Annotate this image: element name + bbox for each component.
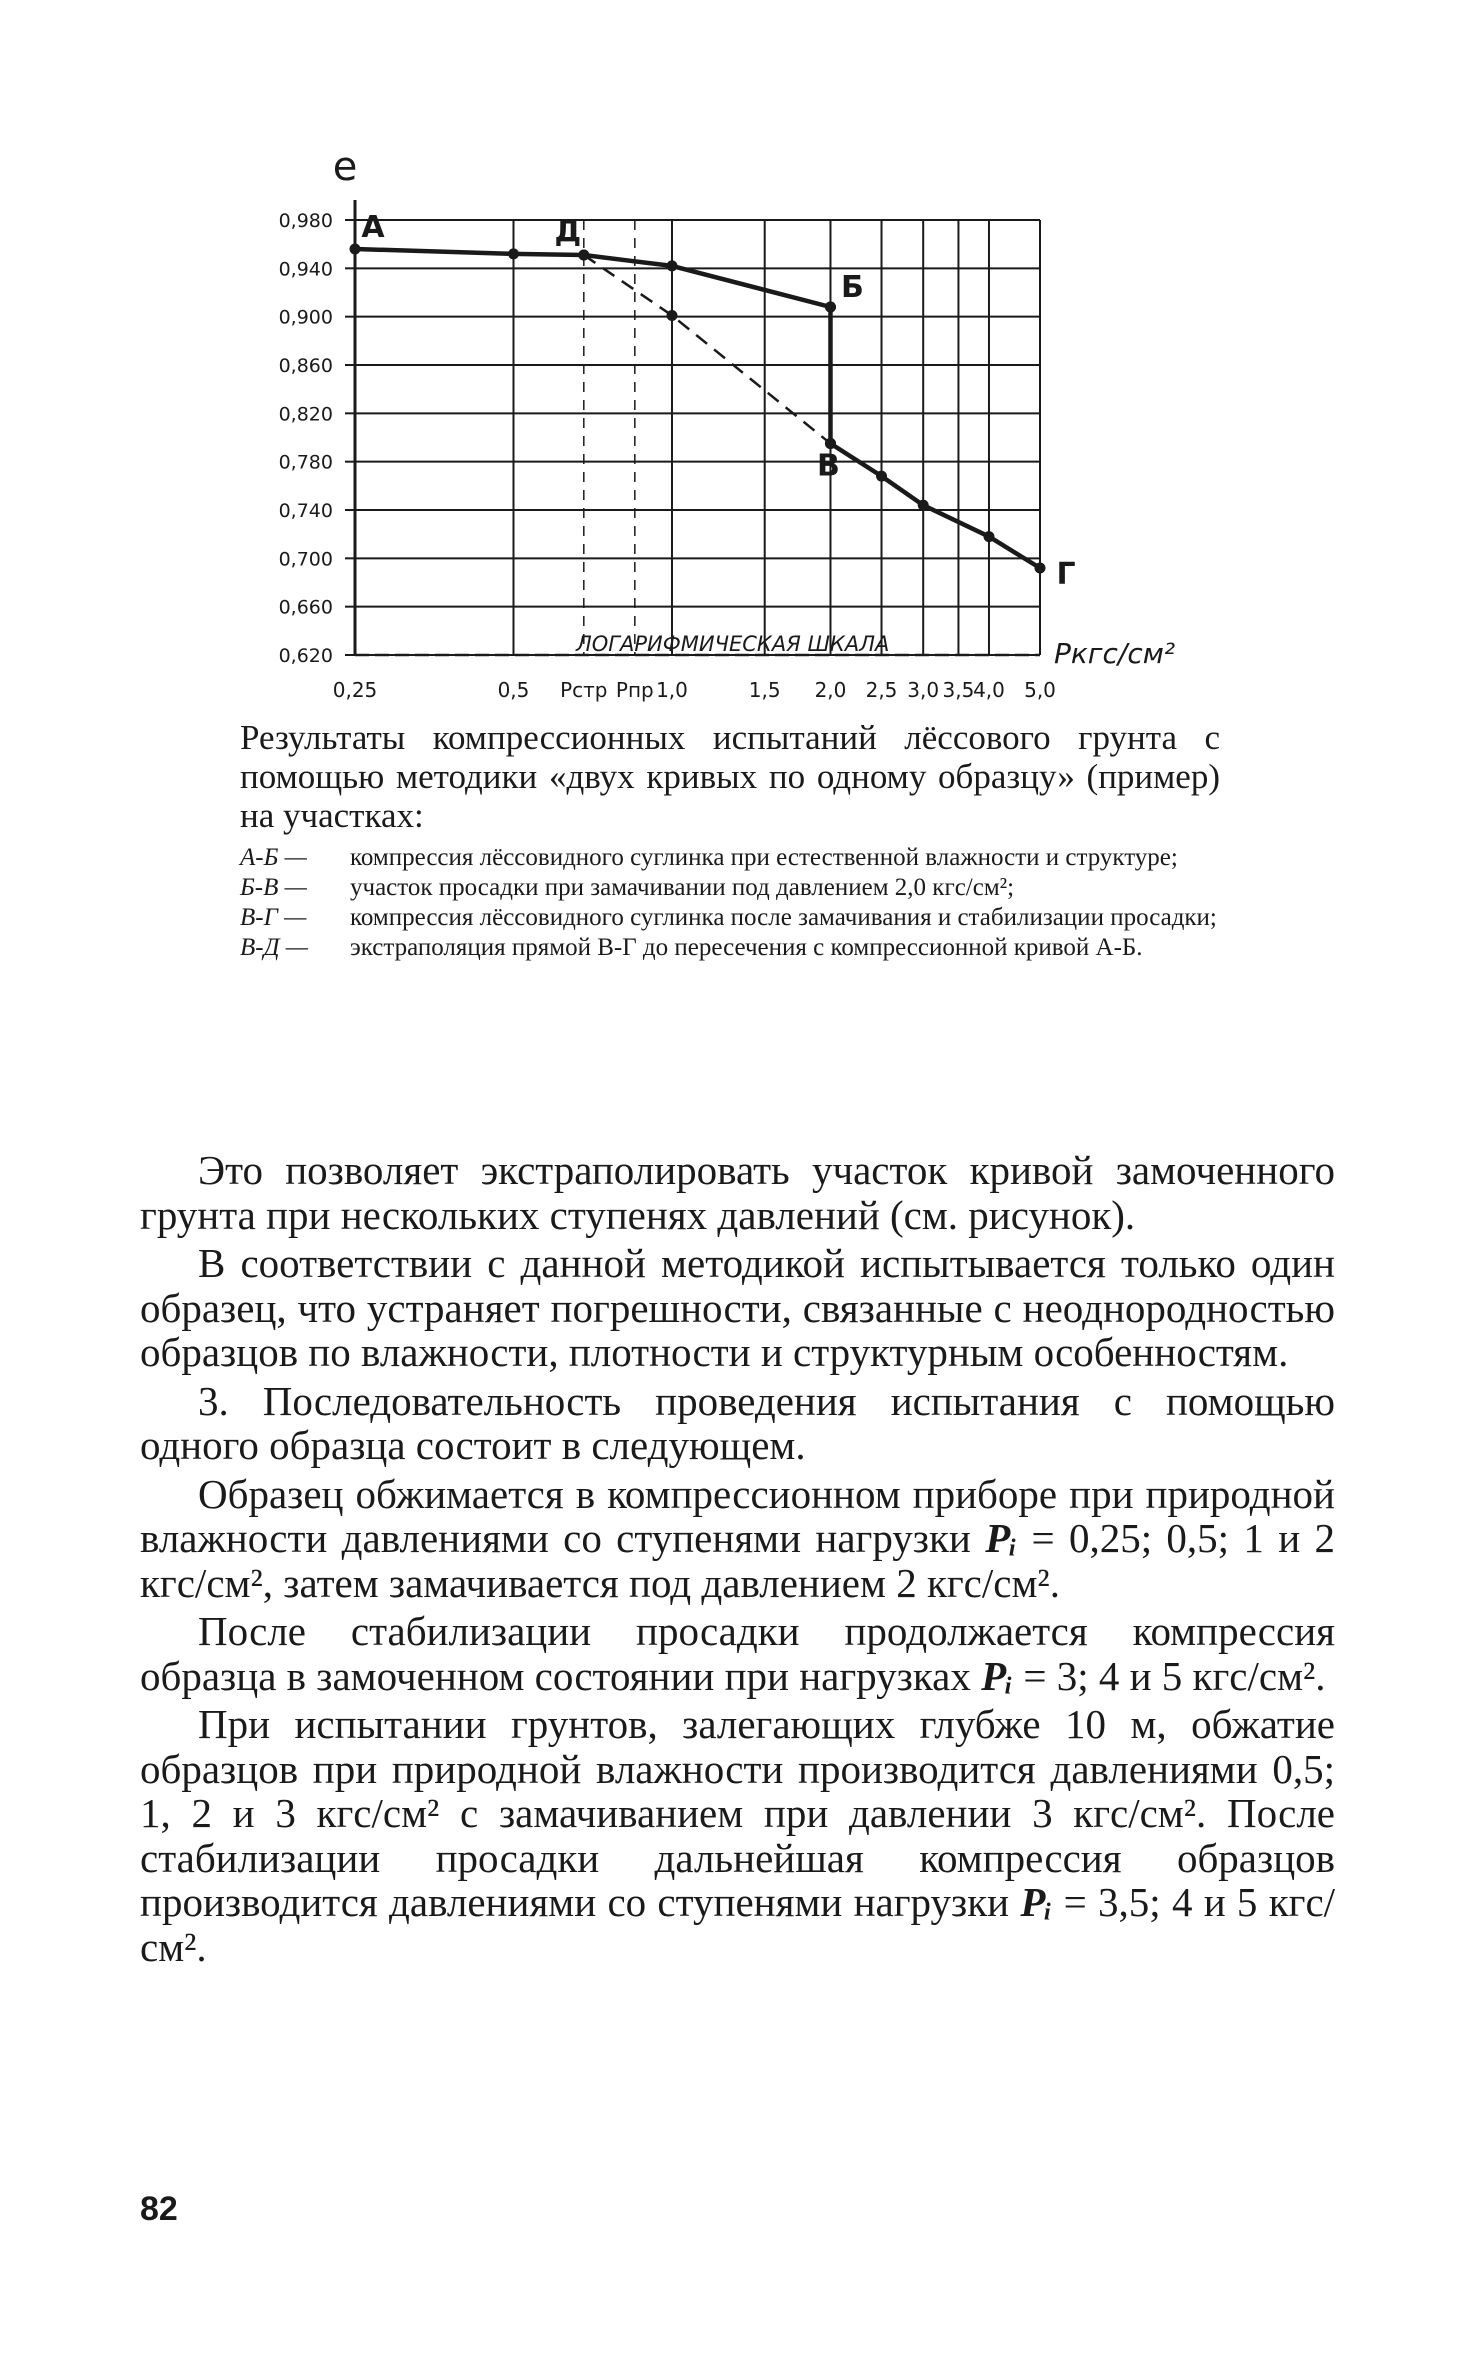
y-tick-label: 0,780	[278, 451, 333, 474]
legend-item	[240, 935, 1220, 961]
point-label: Б	[841, 270, 864, 305]
paragraph-text: После стабилизации просадки продолжается компрессия образца в замоченном состоянии при нагрузках	[140, 1608, 1335, 1699]
load-symbol: Pᵢ	[1020, 1879, 1053, 1925]
legend-text: участок просадки при замачивании под давлением 2,0 кгс/см²;	[350, 874, 1015, 901]
x-tick-label: 3,5	[942, 678, 975, 702]
paragraph-text: Образец обжимается в компрессионном приборе при природной влажности давлениями со ступенями нагрузки	[140, 1470, 1335, 1561]
body-text	[140, 1148, 1335, 1973]
legend-item	[240, 905, 1220, 931]
paragraph-text: = 3; 4 и 5 кгс/см².	[1023, 1652, 1326, 1699]
y-tick-label: 0,940	[278, 258, 333, 281]
point-label: В	[817, 448, 840, 484]
x-tick-label: 0,25	[332, 678, 378, 702]
data-point	[578, 250, 589, 261]
x-tick-label: 4,0	[973, 678, 1005, 702]
y-tick-label: 0,620	[278, 645, 333, 667]
y-tick-label: 0,820	[278, 403, 333, 426]
data-point	[666, 260, 677, 271]
legend-key: Б-В —	[240, 874, 307, 901]
paragraph	[140, 1702, 1335, 1969]
x-tick-label: 3,0	[907, 678, 940, 702]
paragraph-text: = 3,5; 4 и 5 кгс/см².	[140, 1879, 1336, 1970]
y-tick-label: 0,740	[278, 500, 333, 522]
y-axis-label: e	[332, 144, 358, 190]
paragraph-text: = 0,25; 0,5; 1 и 2 кгс/см², затем замачивается под давлением 2 кгс/см².	[140, 1515, 1335, 1606]
data-point	[1035, 563, 1046, 574]
legend-key: В-Д —	[240, 934, 308, 961]
legend-text: компрессия лёссовидного суглинка после замачивания и стабилизации просадки;	[350, 904, 1217, 931]
data-point	[825, 302, 836, 313]
x-tick-label: 1,0	[656, 678, 688, 702]
x-tick-label: 1,5	[748, 678, 781, 702]
legend-item	[240, 875, 1220, 901]
data-point	[508, 248, 519, 259]
paragraph	[140, 1609, 1335, 1698]
y-tick-label: 0,860	[278, 355, 333, 377]
data-point	[350, 244, 361, 255]
point-label: Д	[554, 214, 582, 250]
load-symbol: Pᵢ	[981, 1652, 1014, 1699]
x-tick-label: 2,0	[814, 678, 847, 702]
data-point	[825, 438, 836, 449]
y-tick-label: 0,660	[278, 596, 333, 619]
x-tick-label: 5,0	[1024, 678, 1056, 702]
paragraph-text: При испытании грунтов, залегающих глубже 10 м, обжатие образцов при природной влажности производится давлениями 0,5; 1, 2 и 3 кгс/см² с замачиванием при давлении 3 кгс/см². После стабилизации просадки дальнейшая компрессия образцов производится давлениями со ступенями нагрузки	[140, 1701, 1335, 1925]
point-label: А	[361, 210, 385, 245]
legend-text: компрессия лёссовидного суглинка при естественной влажности и структуре;	[350, 844, 1178, 871]
paragraph	[140, 1472, 1335, 1606]
load-symbol: Pᵢ	[985, 1515, 1018, 1561]
paragraph: Это позволяет экстраполировать участок кривой замоченного грунта при нескольких ступенях давлений (см. рисунок).	[140, 1147, 1335, 1238]
scale-label: ЛОГАРИФМИЧЕСКАЯ ШКАЛА	[575, 632, 890, 656]
x-tick-label: Pпр	[615, 678, 654, 702]
data-point	[918, 500, 929, 511]
data-point	[983, 531, 994, 542]
x-axis-label: Pкгс/см²	[1054, 637, 1176, 670]
y-tick-label: 0,980	[278, 210, 333, 232]
paragraph: В соответствии с данной методикой испытывается только один образец, что устраняет погрешности, связанные с неоднородностью образцов по влажности, плотности и структурным особенностям.	[140, 1240, 1335, 1375]
series-line	[355, 249, 830, 307]
legend-item	[240, 845, 1220, 871]
chart-svg	[278, 144, 1200, 720]
x-tick-label: Pстр	[560, 678, 608, 702]
point-label: Г	[1056, 557, 1076, 592]
data-point	[666, 310, 677, 321]
legend-key: В-Г —	[240, 904, 307, 931]
figure-caption	[240, 718, 1220, 965]
x-tick-label: 2,5	[865, 678, 898, 702]
page-number: 82	[140, 2190, 178, 2228]
caption-title: Результаты компрессионных испытаний лёссового грунта с помощью методики «двух кривых по одному образцу» (пример) на участках:	[240, 718, 1220, 835]
compression-chart	[278, 144, 1200, 720]
data-point	[876, 471, 887, 482]
series-line	[584, 255, 831, 444]
paragraph: 3. Последовательность проведения испытания с помощью одного образца состоит в следующем.	[140, 1377, 1335, 1468]
legend-key: А-Б —	[240, 844, 307, 871]
x-tick-label: 0,5	[497, 678, 530, 702]
y-tick-label: 0,900	[278, 306, 333, 329]
y-tick-label: 0,700	[278, 548, 333, 571]
legend-text: экстраполяция прямой В-Г до пересечения с компрессионной кривой А-Б.	[350, 934, 1143, 961]
